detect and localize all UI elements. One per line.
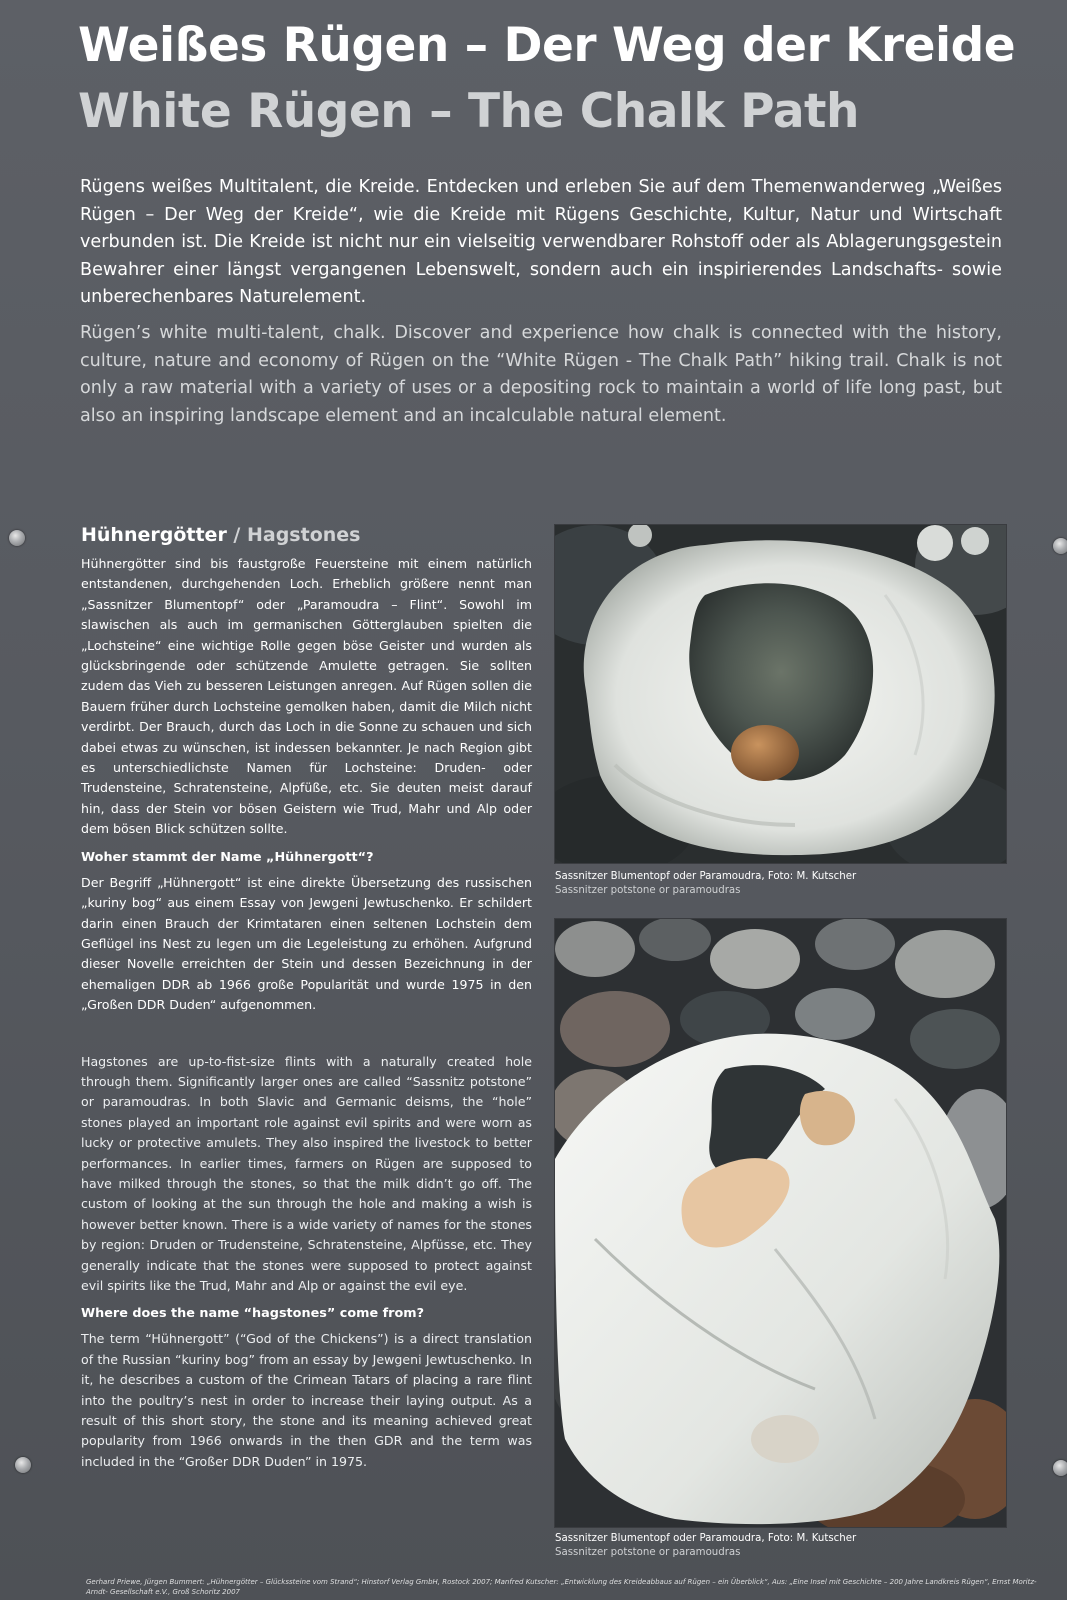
subheading-german: Woher stammt der Name „Hühnergott“?	[81, 849, 374, 865]
photo1-caption	[555, 870, 1006, 898]
body2-english: The term “Hühnergott” (“God of the Chickens”) is a direct translation of the Russian “kuriny bog” from an essay by Jewgeni Jewtuschenko. In it, he describes a custom of the Crimean Tatars of placing a rare flint into the poultry’s nest in order to increase their laying output. As a result of this short story, the stone and its meaning achieved great popularity from 1966 onwards in the then GDR and the term was included in the “Großer DDR Duden” in 1975.	[81, 1331, 532, 1469]
photo2-caption	[555, 1532, 1006, 1560]
section-title-english: Hagstones	[246, 524, 361, 546]
beach-photo-illustration	[555, 919, 1006, 1527]
screw-icon	[15, 1457, 31, 1473]
body2-german: Der Begriff „Hühnergott“ ist eine direkte Übersetzung des russischen „kuriny bog“ aus einem Essay von Jewgeni Jewtuschenko. Er schildert darin einen Brauch der Krimtataren einen seltenen Lochstein dem Geflügel ins Nest zu legen um die Legeleistung zu erhöhen. Aufgrund dieser Novelle erreichten der Stein und dessen Bezeichnung in der ehemaligen DDR ab 1966 große Popularität und wurde 1975 in den „Großen DDR Duden“ aufgenommen.	[81, 874, 532, 1013]
section-title-german: Hühnergötter	[81, 524, 227, 546]
intro-german: Rügens weißes Multitalent, die Kreide. Entdecken und erleben Sie auf dem Themenwanderweg „Weißes Rügen – Der Weg der Kreide“, wie die Kreide mit Rügens Geschichte, Kultur, Natur und Wirtschaft verbunden ist. Die Kreide ist nicht nur ein vielseitig verwendbarer Rohstoff oder als Ablagerungsgestein Bewahrer einer längst vergangenen Lebenswelt, sondern auch ein inspirierendes Landschafts- sowie unberechenbares Naturelement.	[80, 177, 1002, 307]
paramoudra-photo-illustration	[555, 525, 1006, 863]
subheading-english: Where does the name “hagstones” come from?	[81, 1306, 425, 1322]
photo2-caption-german: Sassnitzer Blumentopf oder Paramoudra, Foto: M. Kutscher	[555, 1533, 857, 1544]
body-german: Hühnergötter sind bis faustgroße Feuersteine mit einem natürlich entstandenen, durchgehenden Loch. Erheblich größere nennt man „Sassnitzer Blumentopf“ oder „Paramoudra – Flint“. Sowohl im slawischen als auch im germanischen Götterglauben spielten die „Lochsteine“ eine wichtige Rolle gegen böse Geister und wurden als glücksbringende oder schützende Amulette getragen. Sie sollten zudem das Vieh zu besseren Leistungen anregen. Auf Rügen sollen die Bauern früher durch Lochsteine gemolken haben, damit die Milch nicht verdirbt. Der Brauch, durch das Loch in die Sonne zu schauen und sich dabei etwas zu wünschen, ist indessen bekannter. Je nach Region gibt es unterschiedlichste Namen für Lochsteine: Druden- oder Trudensteine, Schratensteine, Alpfüße, etc. Sie deuten meist darauf hin, dass der Stein vor bösen Geistern wie Trud, Mahr und Alp oder dem bösen Blick schützen sollte.	[81, 556, 532, 837]
screw-icon	[9, 530, 25, 546]
intro-english: Rügen’s white multi-talent, chalk. Discover and experience how chalk is connected with the history, culture, nature and economy of Rügen on the “White Rügen - The Chalk Path” hiking trail. Chalk is not only a raw material with a variety of uses or a depositing rock to maintain a world of life long past, but also an inspiring landscape element and an incalculable natural element.	[80, 323, 1002, 426]
body-english: Hagstones are up-to-fist-size flints with a naturally created hole through them. Significantly larger ones are called “Sassnitz potstone” or paramoudras. In both Slavic and Germanic deisms, the “hole” stones played an important role against evil spirits and were worn as lucky or protective amulets. They also inspired the livestock to better performances. In earlier times, farmers on Rügen are supposed to have milked through the stones, so that the milk didn’t go off. The custom of looking at the sun through the hole and making a wish is however better known. There is a wide variety of names for the stones by region: Druden or Trudensteine, Schratensteine, Alpfüsse, etc. They generally indicate that the stones were supposed to protect against evil spirits like the Trud, Mahr and Alp or against the evil eye.	[81, 1053, 532, 1293]
photo1-caption-english: Sassnitzer potstone or paramoudras	[555, 885, 741, 896]
screw-icon	[1053, 538, 1067, 554]
photo-paramoudra-beach	[554, 918, 1007, 1528]
footer-references: Gerhard Priewe, Jürgen Bummert: „Hühnergötter – Glückssteine vom Strand“; Hinstorf Verlag GmbH, Rostock 2007; Manfred Kutscher: „Entwicklung des Kreideabbaus auf Rügen – ein Überblick“, Aus: „Eine Insel mit Geschichte – 200 Jahre Landkreis Rügen“, Ernst Moritz-Arndt- Gesellschaft e.V., Groß Schoritz 2007	[86, 1578, 1037, 1596]
section-title	[81, 524, 532, 546]
hagstones-section	[81, 524, 532, 1472]
photo2-caption-english: Sassnitzer potstone or paramoudras	[555, 1547, 741, 1558]
photo1-caption-german: Sassnitzer Blumentopf oder Paramoudra, Foto: M. Kutscher	[555, 871, 857, 882]
photo-paramoudra-hole	[554, 524, 1007, 864]
screw-icon	[1053, 1460, 1067, 1476]
section-title-separator: /	[226, 524, 247, 546]
title-english: White Rügen – The Chalk Path	[78, 84, 859, 139]
title-german: Weißes Rügen – Der Weg der Kreide	[78, 18, 1016, 73]
